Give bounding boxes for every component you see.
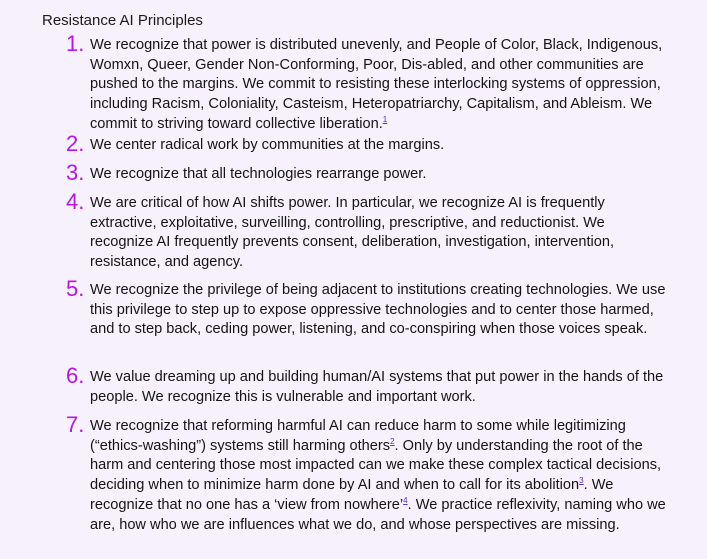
footnote-link[interactable]: 3: [579, 476, 584, 486]
principle-text-segment: . We practice reflexivity, naming who we are, how who we are influences what we do, and whose perspectives are missing.: [90, 496, 666, 533]
principle-number: 4.: [66, 189, 85, 214]
principle-text-segment: We recognize the privilege of being adjacent to institutions creating technologies. We use this privilege to step up to expose oppressive technologies and to center those harmed, and to step back, ceding power, listening, and co-conspiring when those voices speak.: [90, 282, 666, 338]
footnote-link[interactable]: 2: [390, 436, 395, 446]
principle-text: [90, 136, 670, 156]
principle-text-segment: We recognize that power is distributed unevenly, and People of Color, Black, Indigenous, Womxn, Queer, Gender Non-Conforming, Poor, Dis-abled, and other communities are pushed to the margins. We commit to resisting these interlocking systems of oppression, including Racism, Coloniality, Casteism, Heteropatriarchy, Capitalism, and Ableism. We commit to striving toward collective liberation.: [90, 37, 663, 132]
principle-number: 3.: [66, 160, 85, 185]
principle-text: [90, 194, 670, 273]
principle-number: 1.: [66, 31, 85, 56]
principle-number: 7.: [66, 412, 85, 437]
principle-text: [90, 165, 670, 185]
principle-text-segment: We recognize that all technologies rearrange power.: [90, 166, 427, 182]
principle-number: 6.: [66, 363, 85, 388]
principle-number: 5.: [66, 276, 85, 301]
principle-number: 2.: [66, 131, 85, 156]
page-title: Resistance AI Principles: [42, 12, 203, 29]
principle-text-segment: . Only by understanding the root of the harm and centering those most impacted can we make these complex tactical decisions, deciding when to minimize harm done by AI and when to call for its abolition: [90, 437, 662, 494]
principle-text-segment: We value dreaming up and building human/AI systems that put power in the hands of the people. We recognize this is vulnerable and important work.: [90, 369, 664, 405]
principle-text: [90, 417, 670, 535]
principle-text: [90, 281, 670, 340]
footnote-marker: [383, 115, 387, 124]
principle-text-segment: We recognize that reforming harmful AI can reduce harm to some while legitimizing (“ethics-washing”) systems still harming others: [90, 418, 626, 454]
principle-text: [90, 36, 670, 135]
principle-text: [90, 368, 670, 407]
footnote-link[interactable]: 4: [403, 495, 408, 505]
principle-text-segment: We center radical work by communities at the margins.: [90, 137, 445, 153]
principle-text-segment: . We recognize that no one has a ‘view from nowhere’: [90, 477, 614, 513]
footnote-link[interactable]: 1: [382, 114, 388, 124]
principle-text-segment: We are critical of how AI shifts power. In particular, we recognize AI is frequently extractive, exploitative, surveilling, controlling, prescriptive, and reductionist. We recognize AI frequently prevents consent, deliberation, investigation, intervention, resistance, and agency.: [90, 195, 615, 271]
